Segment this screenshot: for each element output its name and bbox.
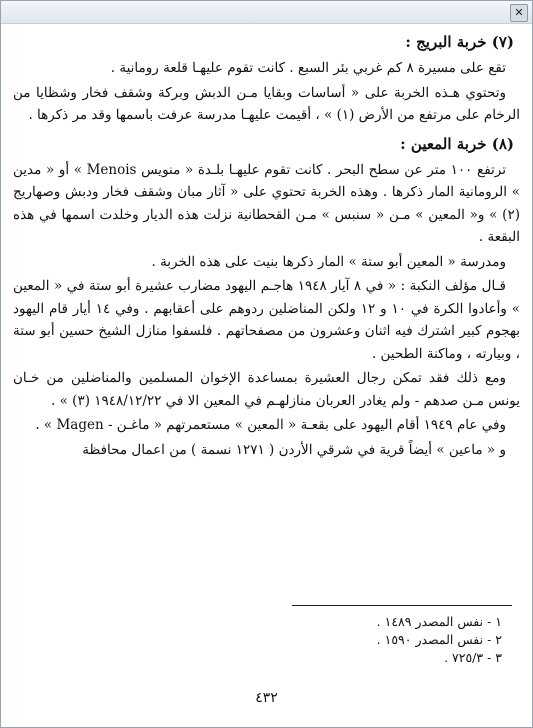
section-heading-burayj: (٧) خربة البريج : — [405, 33, 514, 51]
paragraph: ترتفع ١٠٠ متر عن سطح البحر . كانت تقوم عليهـا بلـدة « منويس Menois » أو « مدين » الرومانية المار ذكرها . وهذه الخربة تحتوي على « آثار مبان وشقف فخار ودبش وصهاريج (٢) » و« المعين » مـن « سنبس » مـن القحطانية نزلت هذه الديار وخلدت اسمها في هذه البقعة . — [13, 161, 520, 245]
footnote: ١ - نفس المصدر ١٤٨٩ . — [376, 614, 502, 629]
footnote: ٢ - نفس المصدر ١٥٩٠ . — [376, 632, 502, 647]
paragraph: قـال مؤلف النكبة : « في ٨ آيار ١٩٤٨ هاجـم اليهود مضارب عشيرة أبو ستة في « المعين » وأعادوا الكرة في ١٠ و ١٢ ولكن المناضلين ردوهم على أعقابهم . وفي ١٤ أيار قام اليهود بهجوم كبير اشترك فيه اثنان وعشرون من مصفحاتهم . فلسفوا منازل الشيخ حسين أبو ستة ، وبيارته ، وماكنة الطحين . — [13, 278, 521, 362]
footnote: ٣ - ٧٢٥/٣ . — [444, 650, 502, 665]
section-heading-muin: (٨) خربة المعين : — [400, 134, 514, 153]
document-page — [13, 27, 520, 719]
paragraph: تقع على مسيرة ٨ كم غربي بئر السبع . كانت تقوم عليهـا قلعة رومانية . — [110, 60, 506, 76]
paragraph: وتحتوي هـذه الخربة على « أساسات وبقايا مـن الدبش وبركة وشقف فخار وشظايا من الرخام على مرتفع من الأرض (١) » ، أقيمت عليهـا مدرسة عرفت باسمها وقد مر ذكرها . — [13, 84, 520, 123]
paragraph: وفي عام ١٩٤٩ أقام اليهود على بقعـة « المعين » مستعمرتهم « ماغـن - Magen » . — [35, 417, 506, 433]
paragraph: ومدرسة « المعين أبو ستة » المار ذكرها بنيت على هذه الخربة . — [151, 253, 506, 270]
page-number: ٤٣٢ — [255, 690, 278, 706]
paragraph: و « ماعين » أيضاً قرية في شرقي الأردن ( ١٢٧١ نسمة ) من اعمال محافظة — [82, 441, 506, 458]
paragraph: ومع ذلك فقد تمكن رجال العشيرة بمساعدة الإخوان المسلمين والمناضلين من خـان يونس مـن صدهم - ولم يغادر العربان منازلهـم في المعين الا في ١٩٤٨/١٢/٢٢ (٣) » . — [13, 370, 520, 409]
close-icon[interactable]: ✕ — [510, 4, 528, 22]
footnote-separator — [292, 605, 512, 606]
window-titlebar — [1, 1, 532, 24]
footnotes — [377, 613, 502, 667]
